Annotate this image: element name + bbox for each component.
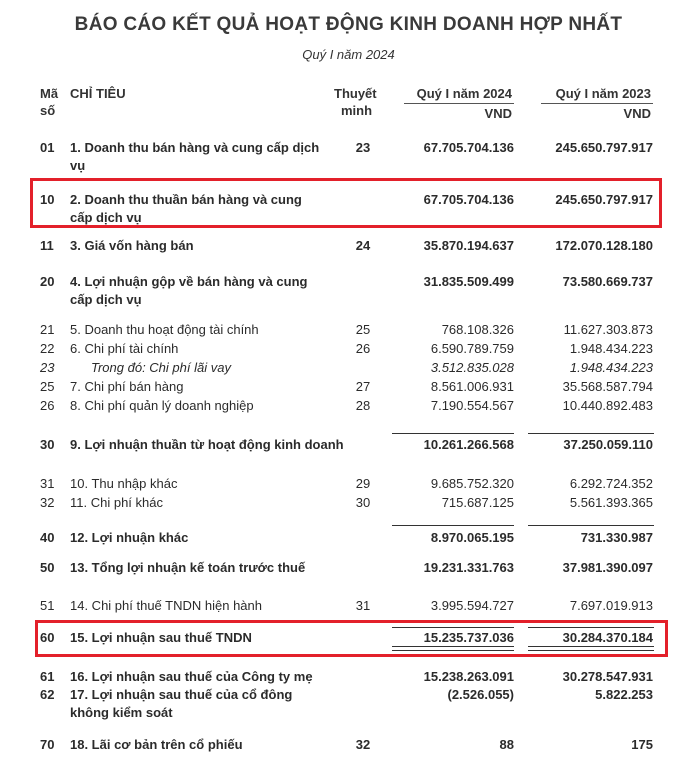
- report-period: Quý I năm 2024: [302, 47, 395, 62]
- subtotal-line-2023: [528, 525, 654, 526]
- row-value-2023: 5.822.253: [595, 687, 653, 702]
- row-item: 18. Lãi cơ bản trên cổ phiếu: [70, 737, 243, 752]
- row-value-2023: 6.292.724.352: [569, 476, 653, 491]
- row-value-2023: 10.440.892.483: [562, 398, 653, 413]
- row-value-2024: 6.590.789.759: [430, 341, 514, 356]
- header-thuyet-minh-1: Thuyết: [334, 86, 377, 101]
- row-item: 16. Lợi nhuận sau thuế của Công ty mẹ: [70, 669, 313, 684]
- row-value-2023: 172.070.128.180: [555, 238, 653, 253]
- row-item: 6. Chi phí tài chính: [70, 341, 179, 356]
- row-value-2024: 88: [499, 737, 514, 752]
- row-value-2023: 5.561.393.365: [569, 495, 653, 510]
- row-item: 3. Giá vốn hàng bán: [70, 238, 194, 253]
- header-col-2023: Quý I năm 2023: [555, 86, 651, 101]
- row-code: 20: [40, 274, 55, 289]
- row-value-2023: 1.948.434.223: [569, 341, 653, 356]
- row-value-2023: 37.250.059.110: [563, 437, 653, 452]
- highlight-box-net-profit: [35, 620, 668, 657]
- row-value-2024: 31.835.509.499: [423, 274, 514, 289]
- header-thuyet-minh-2: minh: [341, 103, 373, 118]
- row-code: 23: [40, 360, 55, 375]
- row-value-2023: 30.284.370.184: [562, 630, 653, 645]
- row-item: 15. Lợi nhuận sau thuế TNDN: [70, 630, 252, 645]
- row-note: 32: [355, 737, 371, 752]
- header-underline-2024: [404, 103, 514, 104]
- row-item: 17. Lợi nhuận sau thuế của cổ đông: [70, 687, 293, 702]
- row-note: 24: [355, 238, 371, 253]
- row-item: Trong đó: Chi phí lãi vay: [91, 360, 231, 375]
- row-value-2024: 768.108.326: [441, 322, 514, 337]
- row-note: 27: [355, 379, 371, 394]
- row-code: 25: [40, 379, 55, 394]
- row-code: 70: [40, 737, 55, 752]
- row-note: 23: [355, 140, 371, 155]
- row-item: 7. Chi phí bán hàng: [70, 379, 184, 394]
- row-item-cont: cấp dịch vụ: [70, 292, 142, 307]
- header-ma-so-1: Mã: [40, 86, 59, 101]
- row-value-2024: 715.687.125: [441, 495, 514, 510]
- row-value-2024: 9.685.752.320: [430, 476, 514, 491]
- row-item: 8. Chi phí quản lý doanh nghiệp: [70, 398, 254, 413]
- row-value-2024: 15.238.263.091: [423, 669, 514, 684]
- row-item: 2. Doanh thu thuần bán hàng và cung: [70, 192, 302, 207]
- row-value-2023: 73.580.669.737: [562, 274, 653, 289]
- row-item: 11. Chi phí khác: [70, 495, 163, 510]
- row-value-2024: 19.231.331.763: [423, 560, 514, 575]
- row-value-2023: 30.278.547.931: [562, 669, 653, 684]
- row-value-2024: 15.235.737.036: [423, 630, 514, 645]
- row-item: 13. Tổng lợi nhuận kế toán trước thuế: [70, 560, 306, 575]
- row-code: 26: [40, 398, 55, 413]
- row-item: 14. Chi phí thuế TNDN hiện hành: [70, 598, 262, 613]
- row-value-2023: 245.650.797.917: [555, 192, 653, 207]
- row-value-2024: 35.870.194.637: [423, 238, 514, 253]
- header-chi-tieu: CHỈ TIÊU: [70, 86, 126, 101]
- row-code: 10: [40, 192, 55, 207]
- row-code: 22: [40, 341, 55, 356]
- row-code: 61: [40, 669, 55, 684]
- header-underline-2023: [541, 103, 653, 104]
- row-item: 5. Doanh thu hoạt động tài chính: [70, 322, 259, 337]
- row-note: 29: [355, 476, 371, 491]
- row-code: 51: [40, 598, 55, 613]
- row-note: 25: [355, 322, 371, 337]
- subtotal-line-2024: [392, 525, 514, 526]
- header-unit-2023: VND: [623, 106, 651, 121]
- row-code: 62: [40, 687, 55, 702]
- row-item: 12. Lợi nhuận khác: [70, 530, 189, 545]
- row-value-2024: 7.190.554.567: [430, 398, 514, 413]
- row-note: 28: [355, 398, 371, 413]
- row-value-2024: 3.995.594.727: [430, 598, 514, 613]
- row-value-2023: 1.948.434.223: [569, 360, 653, 375]
- row-value-2024: 67.705.704.136: [423, 192, 514, 207]
- row-note: 30: [355, 495, 371, 510]
- row-item: 1. Doanh thu bán hàng và cung cấp dịch: [70, 140, 320, 155]
- subtotal-line-2023: [528, 433, 654, 434]
- highlight-box-net-revenue: [30, 178, 662, 228]
- row-value-2023: 175: [631, 737, 653, 752]
- row-code: 30: [40, 437, 55, 452]
- row-code: 40: [40, 530, 55, 545]
- row-item-cont: không kiểm soát: [70, 705, 173, 720]
- row-value-2024: 8.970.065.195: [430, 530, 514, 545]
- header-col-2024: Quý I năm 2024: [416, 86, 512, 101]
- row-note: 26: [355, 341, 371, 356]
- report-title: BÁO CÁO KẾT QUẢ HOẠT ĐỘNG KINH DOANH HỢP NHẤT: [74, 14, 623, 35]
- row-value-2023: 35.568.587.794: [562, 379, 653, 394]
- row-value-2024: 10.261.266.568: [423, 437, 514, 452]
- row-item: 10. Thu nhập khác: [70, 476, 178, 491]
- row-code: 50: [40, 560, 55, 575]
- header-unit-2024: VND: [484, 106, 512, 121]
- row-item-cont: cấp dịch vụ: [70, 210, 142, 225]
- row-value-2024: 3.512.835.028: [430, 360, 514, 375]
- header-ma-so-2: số: [40, 103, 56, 118]
- row-value-2023: 731.330.987: [580, 530, 653, 545]
- row-value-2023: 7.697.019.913: [569, 598, 653, 613]
- row-code: 21: [40, 322, 55, 337]
- row-item: 4. Lợi nhuận gộp về bán hàng và cung: [70, 274, 308, 289]
- row-item: 9. Lợi nhuận thuần từ hoạt động kinh doanh: [70, 437, 344, 452]
- row-value-2024: 8.561.006.931: [430, 379, 514, 394]
- row-item-cont: vụ: [70, 158, 86, 173]
- row-value-2024: 67.705.704.136: [423, 140, 514, 155]
- row-value-2023: 11.627.303.873: [563, 322, 653, 337]
- row-value-2023: 245.650.797.917: [555, 140, 653, 155]
- row-value-2024: (2.526.055): [447, 687, 514, 702]
- row-code: 31: [40, 476, 55, 491]
- row-code: 01: [40, 140, 55, 155]
- row-code: 60: [40, 630, 55, 645]
- row-code: 11: [40, 238, 54, 253]
- subtotal-line-2024: [392, 433, 514, 434]
- row-code: 32: [40, 495, 55, 510]
- row-note: 31: [355, 598, 371, 613]
- row-value-2023: 37.981.390.097: [562, 560, 653, 575]
